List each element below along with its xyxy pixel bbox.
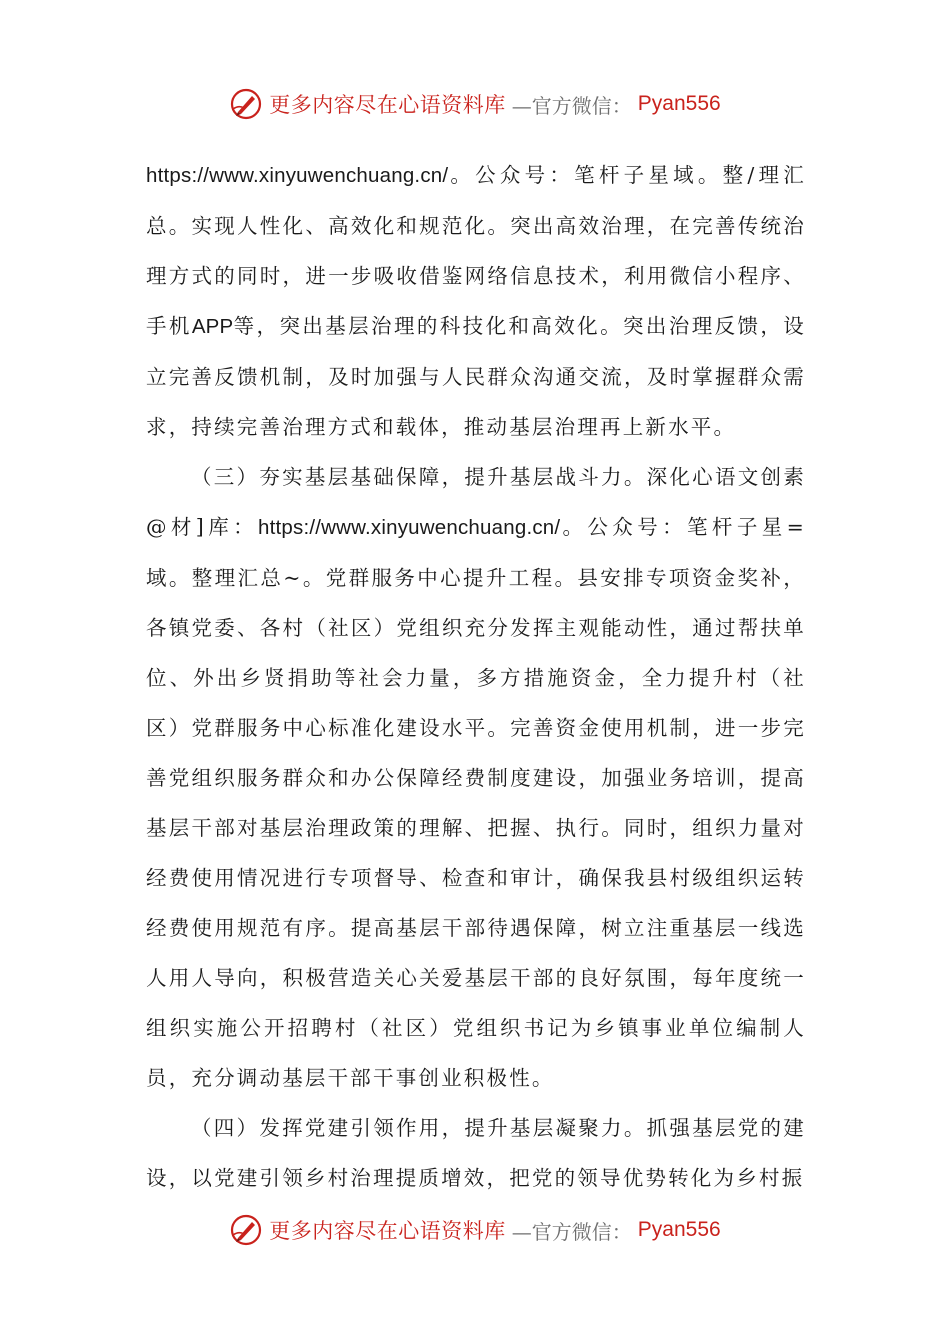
paragraph-text: 。公众号：笔杆子星=域。整理汇总~。党群服务中心提升工程。县安排专项资金奖补，各镇党委、各村（社区）党组织充分发挥主观能动性，通过帮扶单位、外出乡贤捐助等社会力量，多方措施资金，全力提升村（社区）党群服务中心标准化建设水平。完善资金使用机制，进一步完善党组织服务群众和办公保障经费制度建设，加强业务培训，提高基层干部对基层治理政策的理解、把握、执行。同时，组织力量对经费使用情况进行专项督导、检查和审计，确保我县村级组织运转经费使用规范有序。提高基层干部待遇保障，树立注重基层一线选人用人导向，积极营造关心关爱基层干部的良好氛围，每年度统一组织实施公开招聘村（社区）党组织书记为乡镇事业单位编制人员，充分调动基层干部干事创业积极性。 bbox=[146, 515, 806, 1090]
site-url-text: https://www.xinyuwenchuang.cn/ bbox=[258, 516, 561, 539]
watermark-wechat-id: Pyan556 bbox=[637, 1218, 721, 1241]
app-text: APP bbox=[191, 315, 234, 338]
pen-logo-icon bbox=[229, 87, 263, 121]
watermark-official-text: —官方微信： bbox=[511, 1219, 632, 1244]
paragraph-2 bbox=[146, 452, 806, 1103]
watermark-main-text: 更多内容尽在心语资料库 bbox=[269, 1219, 506, 1243]
paragraph-text: 等，突出基层治理的科技化和高效化。突出治理反馈，设立完善反馈机制，及时加强与人民群众沟通交流，及时掌握群众需求，持续完善治理方式和载体，推动基层治理再上新水平。 bbox=[146, 314, 806, 439]
paragraph-1 bbox=[146, 150, 806, 452]
paragraph-heading-text: （三）夯实基层基础保障，提升基层战斗力。深化心语文创素 bbox=[191, 465, 806, 489]
paragraph-heading-text: （四）发挥党建引领作用，提升基层凝聚力。抓强基层党的建设，以党建引领乡村治理提质增效，把党的领导优势转化为乡村振 bbox=[146, 1116, 806, 1190]
document-body bbox=[146, 150, 806, 1203]
paragraph-text: @材]库： bbox=[146, 515, 259, 539]
pen-logo-icon bbox=[229, 1213, 263, 1247]
paragraph-text: 。公众号：笔杆子星域。整/理汇总。实现人性化、高效化和规范化。突出高效治理，在完善传统治理方式的同时，进一步吸收借鉴网络信息技术，利用微信小程序、手机 bbox=[146, 163, 806, 338]
paragraph-3 bbox=[146, 1103, 806, 1203]
watermark-banner-top bbox=[0, 82, 950, 126]
site-url-text: https://www.xinyuwenchuang.cn/ bbox=[146, 164, 449, 187]
watermark-main-text: 更多内容尽在心语资料库 bbox=[269, 93, 506, 117]
watermark-banner-bottom bbox=[0, 1208, 950, 1252]
watermark-wechat-id: Pyan556 bbox=[637, 92, 721, 115]
watermark-official-text: —官方微信： bbox=[511, 93, 632, 118]
